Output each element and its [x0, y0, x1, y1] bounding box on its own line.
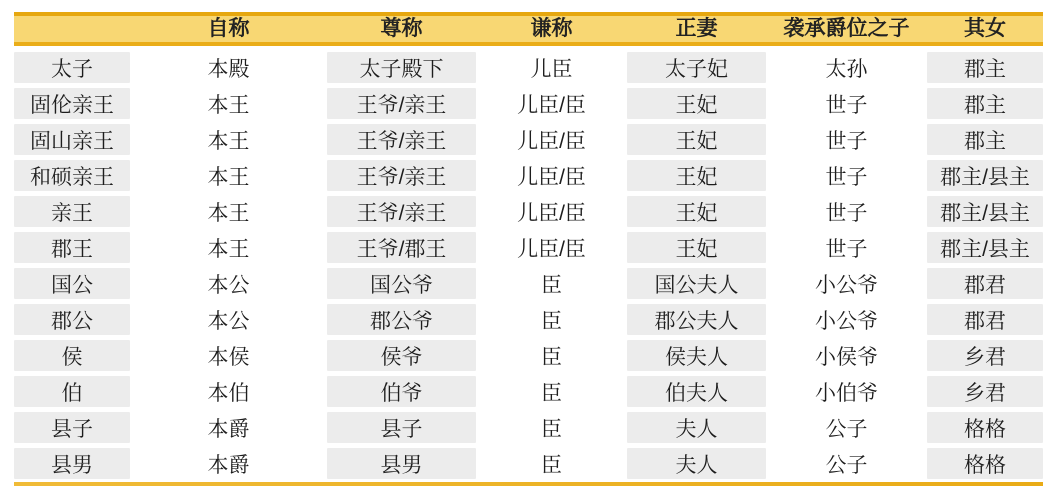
table-cell: 本殿 [207, 57, 250, 81]
table-cell: 本公 [207, 273, 250, 297]
table-cell: 臣 [541, 381, 562, 405]
table-cell: 臣 [541, 453, 562, 477]
table-cell: 伯爷 [327, 376, 476, 407]
row-label-cell: 郡王 [14, 232, 130, 263]
table-cell: 郡主 [927, 52, 1043, 83]
row-label-cell: 亲王 [14, 196, 130, 227]
table-cell: 儿臣/臣 [517, 201, 586, 225]
table-cell: 夫人 [627, 448, 766, 479]
noble-titles-table [14, 12, 1043, 486]
header-cell-humble-form: 谦称 [530, 17, 573, 40]
table-cell: 王妃 [627, 232, 766, 263]
table-cell: 格格 [927, 448, 1043, 479]
header-cell-self-address: 自称 [207, 17, 250, 40]
table-cell: 小伯爷 [815, 381, 878, 405]
table-cell: 郡主/县主 [927, 232, 1043, 263]
table-cell: 格格 [927, 412, 1043, 443]
table-cell: 臣 [541, 417, 562, 441]
table-cell: 世子 [825, 165, 868, 189]
table-row [14, 88, 1043, 119]
header-cell-daughter: 其女 [964, 17, 1006, 40]
table-cell: 王爷/亲王 [327, 124, 476, 155]
table-cell: 王妃 [627, 160, 766, 191]
table-row [14, 340, 1043, 371]
table-row [14, 412, 1043, 443]
table-cell: 儿臣/臣 [517, 129, 586, 153]
row-label-cell: 侯 [14, 340, 130, 371]
table-row [14, 196, 1043, 227]
header-cell-honorific: 尊称 [380, 17, 423, 40]
table-row [14, 160, 1043, 191]
table-cell: 世子 [825, 237, 868, 261]
table-cell: 太孙 [825, 57, 868, 81]
table-cell: 王爷/郡王 [327, 232, 476, 263]
table-cell: 王爷/亲王 [327, 88, 476, 119]
table-row [14, 124, 1043, 155]
table-bottom-border [14, 482, 1043, 486]
row-label-cell: 和硕亲王 [14, 160, 130, 191]
table-cell: 本爵 [207, 417, 250, 441]
header-cell-principal-wife: 正妻 [675, 17, 718, 40]
table-row [14, 268, 1043, 299]
table-row [14, 376, 1043, 407]
table-cell: 小侯爷 [815, 345, 878, 369]
table-cell: 儿臣/臣 [517, 93, 586, 117]
row-label-cell: 县子 [14, 412, 130, 443]
table-cell: 臣 [541, 273, 562, 297]
table-cell: 王妃 [627, 196, 766, 227]
table-row [14, 52, 1043, 83]
table-cell: 夫人 [627, 412, 766, 443]
table-cell: 本王 [207, 201, 250, 225]
table-cell: 县男 [327, 448, 476, 479]
header-cell-heir-son: 袭承爵位之子 [783, 17, 910, 40]
row-label-cell: 国公 [14, 268, 130, 299]
row-label-cell: 县男 [14, 448, 130, 479]
table-cell: 乡君 [927, 340, 1043, 371]
table-cell: 儿臣/臣 [517, 237, 586, 261]
table-cell: 郡主 [927, 124, 1043, 155]
table-cell: 王爷/亲王 [327, 160, 476, 191]
table-cell: 小公爷 [815, 309, 878, 333]
table-cell: 郡主/县主 [927, 160, 1043, 191]
table-cell: 侯夫人 [627, 340, 766, 371]
table-cell: 本王 [207, 129, 250, 153]
table-cell: 本爵 [207, 453, 250, 477]
table-row [14, 232, 1043, 263]
table-cell: 郡主 [927, 88, 1043, 119]
table-cell: 王妃 [627, 124, 766, 155]
table-cell: 公子 [825, 453, 868, 477]
table-cell: 本王 [207, 237, 250, 261]
table-header-row [14, 12, 1043, 46]
row-label-cell: 伯 [14, 376, 130, 407]
table-cell: 公子 [825, 417, 868, 441]
row-label-cell: 郡公 [14, 304, 130, 335]
table-row [14, 448, 1043, 479]
table-cell: 伯夫人 [627, 376, 766, 407]
table-cell: 郡主/县主 [927, 196, 1043, 227]
table-cell: 国公夫人 [627, 268, 766, 299]
table-cell: 郡君 [927, 304, 1043, 335]
table-cell: 世子 [825, 201, 868, 225]
table-cell: 太子殿下 [327, 52, 476, 83]
table-row [14, 304, 1043, 335]
table-cell: 儿臣/臣 [517, 165, 586, 189]
table-cell: 臣 [541, 309, 562, 333]
table-cell: 王爷/亲王 [327, 196, 476, 227]
table-cell: 郡公夫人 [627, 304, 766, 335]
table-cell: 郡君 [927, 268, 1043, 299]
row-label-cell: 太子 [14, 52, 130, 83]
table-cell: 本侯 [207, 345, 250, 369]
row-label-cell: 固伦亲王 [14, 88, 130, 119]
table-cell: 本王 [207, 93, 250, 117]
table-cell: 本伯 [207, 381, 250, 405]
table-body [14, 52, 1043, 479]
table-cell: 侯爷 [327, 340, 476, 371]
table-cell: 小公爷 [815, 273, 878, 297]
table-cell: 县子 [327, 412, 476, 443]
table-cell: 王妃 [627, 88, 766, 119]
row-label-cell: 固山亲王 [14, 124, 130, 155]
table-cell: 世子 [825, 129, 868, 153]
table-cell: 郡公爷 [327, 304, 476, 335]
table-cell: 世子 [825, 93, 868, 117]
table-cell: 本王 [207, 165, 250, 189]
table-cell: 太子妃 [627, 52, 766, 83]
table-cell: 乡君 [927, 376, 1043, 407]
table-cell: 本公 [207, 309, 250, 333]
table-cell: 儿臣 [530, 57, 573, 81]
table-cell: 臣 [541, 345, 562, 369]
table-cell: 国公爷 [327, 268, 476, 299]
